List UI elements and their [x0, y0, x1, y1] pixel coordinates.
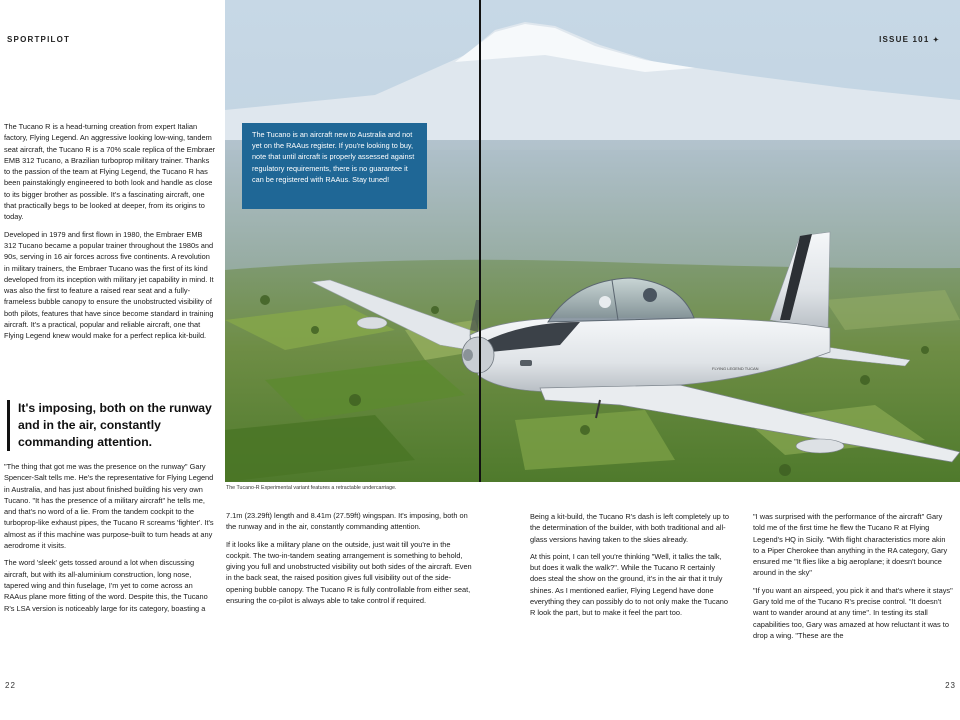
- page-number: 22: [5, 681, 16, 690]
- aircraft-photo: [225, 0, 960, 482]
- paragraph: "I was surprised with the performance of the aircraft" Gary told me of the first time he flew the Tucano R at Flying Legend's HQ in Sicily. "With flight characteristics more akin to a Piper Cherokee than anything in the RA category, Gary ensured me "It flies like a big aeroplane; it doesn't bounce around in the sky": [753, 512, 948, 578]
- tail-marking: FLYING LEGEND TUCAN: [712, 366, 759, 371]
- paragraph: At this point, I can tell you're thinking "Well, it talks the talk, but does it walk the walk?". While the Tucano R certainly does steal the show on the ground, it's in the air that it truly shines. As I mentioned earlier, Flying Legend have done everything they can possibly do to not only make the Tucano R look the part, but to make it feel the part too.: [530, 551, 729, 618]
- left-column-1: [4, 121, 216, 348]
- paragraph: Developed in 1979 and first flown in 1980, the Embraer EMB 312 Tucano became a popular trainer throughout the 1980s and 90s, serving in 16 air forces across five continents. A revolution in military trainers, the Embraer Tucano was the first of its kind developed from its inception with military jet capability in mind. It was also the first to feature a raised rear seat and a fully-frameless bubble canopy to ensure the unobstructed visibility of both pilots, features that have since become standard in training aircraft. It's a practical, popular and reliable aircraft, one that Flying Legend knew would make for a perfect replica kit-build.: [4, 229, 214, 341]
- logo-icon: ✦: [932, 37, 940, 44]
- info-box: The Tucano is an aircraft new to Australia and not yet on the RAAus register. If you're looking to buy, note that until aircraft is properly assessed against regulatory requirements, there is no guarantee it can be registered with RAAus. Stay tuned!: [242, 123, 427, 209]
- photo-caption: The Tucano-R Experimental variant features a retractable undercarriage.: [226, 485, 397, 491]
- paragraph: "If you want an airspeed, you pick it and that's where it stays" Gary told me of the Tucano R's precise control. "It doesn't want to wander around at any time". In testing its stall capabilities too, Gary was amazed at how reluctant it was to drop a wing. "These are the: [753, 585, 953, 640]
- paragraph: 7.1m (23.29ft) length and 8.41m (27.59ft) wingspan. It's imposing, both on the runway and in the air, constantly commanding attention.: [226, 511, 468, 532]
- spine: [479, 0, 481, 482]
- left-column-2: [226, 510, 472, 612]
- pull-quote: It's imposing, both on the runway and in the air, constantly commanding attention.: [7, 400, 223, 451]
- paragraph: If it looks like a military plane on the outside, just wait till you're in the cockpit. The two-in-tandem seating arrangement is something to behold, giving you full and unobstructed visibility out both sides of the aircraft. Even in the back seat, the raised position gives full visibility out of the side-opening bubble canopy. The Tucano R is fully controllable from either seat, ensuring the co-pilot is always able to take control if required.: [226, 539, 472, 606]
- paragraph: "The thing that got me was the presence on the runway" Gary Spencer-Salt tells me. He's the representative for Flying Legend in Australia, and has just about finished building his very own Tucano. "It has the presence of a military aircraft" he tells me, and that's no word of a lie. From the tandem cockpit to the turboprop-like exhaust pipes, the Tucano R screams 'fighter'. It's almost as if this machine was purpose-built to turn heads at any aerodrome it visits.: [4, 462, 214, 551]
- right-column-2: [753, 511, 953, 647]
- issue-header: [879, 35, 940, 44]
- issue-label: ISSUE 101: [879, 35, 930, 44]
- left-column-1-lower: [4, 461, 216, 620]
- paragraph: The Tucano R is a head-turning creation from expert Italian factory, Flying Legend. An aggressive looking low-wing, tandem seat aircraft, the Tucano R is a 70% scale replica of the Embraer EMB 312 Tucano, a Brazilian turboprop military trainer. Thanks to the passion of the team at Flying Legend, the Tucano R has been painstakingly engineered to both look and handle as close to its bigger brother as possible. It's a fascinating aircraft, one that practically begs to be looked at deeper, from its origins to today.: [4, 122, 216, 222]
- right-column-1: [530, 511, 732, 625]
- paragraph: The word 'sleek' gets tossed around a lot when discussing aircraft, but with its all-aluminium construction, long nose, tapered wing and thin fuselage, I'm yet to come across an RAAus plane more fitting of the word. Despite this, the Tucano R's LSA version is noticeably large for its category, boasting a: [4, 558, 208, 613]
- paragraph: Being a kit-build, the Tucano R's dash is left completely up to the determination of the builder, with both traditional and all-glass versions having taken to the skies already.: [530, 512, 730, 544]
- magazine-header: SPORTPILOT: [7, 35, 71, 44]
- page-number: 23: [945, 681, 956, 690]
